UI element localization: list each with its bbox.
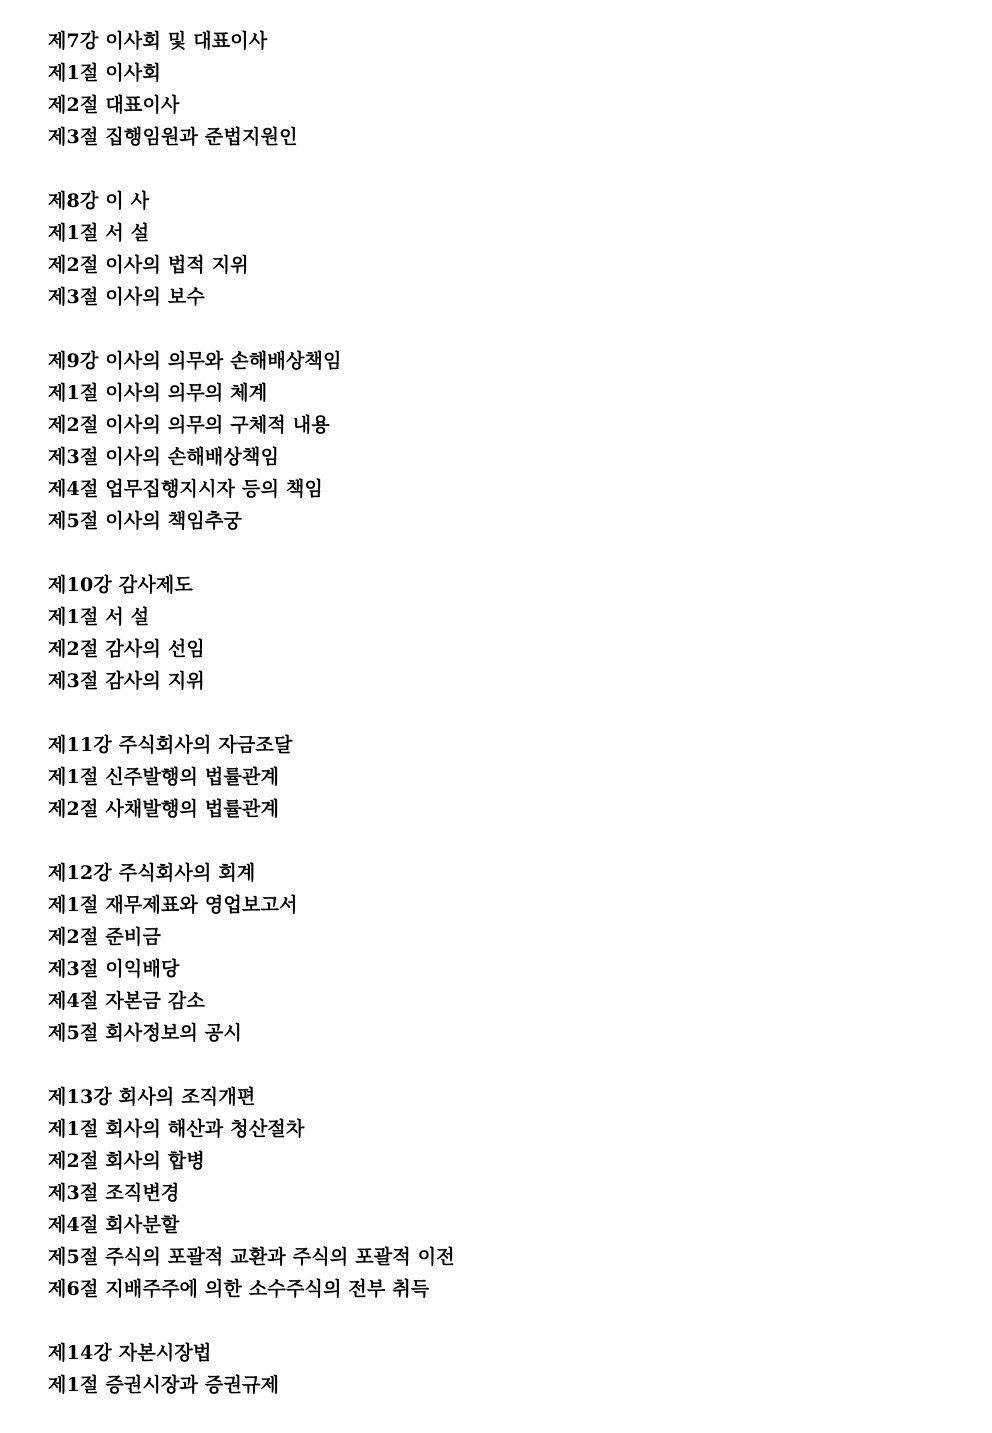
section-item: 제1절 서 설 [48,606,150,628]
section-item: 제3절 이사의 보수 [48,286,205,308]
section-item: 제2절 준비금 [48,926,162,948]
section-item: 제6절 지배주주에 의한 소수주식의 전부 취득 [48,1278,430,1300]
section-item: 제3절 조직변경 [48,1182,180,1204]
section-item: 제3절 이사의 손해배상책임 [48,446,280,468]
section-item: 제1절 회사의 해산과 청산절차 [48,1118,305,1140]
section-item: 제2절 회사의 합병 [48,1150,205,1172]
chapter-title: 제8강 이 사 [48,190,150,212]
chapter-12 [48,857,948,1049]
section-item: 제2절 감사의 선임 [48,638,205,660]
chapter-title: 제12강 주식회사의 회계 [48,862,256,884]
section-item: 제1절 재무제표와 영업보고서 [48,894,298,916]
section-item: 제1절 서 설 [48,222,150,244]
section-item: 제4절 자본금 감소 [48,990,205,1012]
chapter-title: 제9강 이사의 의무와 손해배상책임 [48,350,342,372]
chapter-10 [48,569,948,697]
section-item: 제2절 이사의 법적 지위 [48,254,249,276]
section-item: 제2절 대표이사 [48,94,180,116]
chapter-8 [48,185,948,313]
section-item: 제2절 사채발행의 법률관계 [48,798,280,820]
chapter-title: 제14강 자본시장법 [48,1342,212,1364]
section-item: 제3절 이익배당 [48,958,180,980]
table-of-contents [48,25,948,1433]
section-item: 제5절 주식의 포괄적 교환과 주식의 포괄적 이전 [48,1246,455,1268]
chapter-title: 제13강 회사의 조직개편 [48,1086,256,1108]
section-item: 제5절 이사의 책임추궁 [48,510,243,532]
chapter-title: 제7강 이사회 및 대표이사 [48,30,268,52]
section-item: 제1절 증권시장과 증권규제 [48,1374,280,1396]
chapter-title: 제11강 주식회사의 자금조달 [48,734,293,756]
section-item: 제3절 집행임원과 준법지원인 [48,126,298,148]
section-item: 제4절 회사분할 [48,1214,180,1236]
chapter-14 [48,1337,948,1401]
chapter-7 [48,25,948,153]
section-item: 제1절 이사회 [48,62,162,84]
section-item: 제4절 업무집행지시자 등의 책임 [48,478,324,500]
section-item: 제3절 감사의 지위 [48,670,205,692]
section-item: 제2절 이사의 의무의 구체적 내용 [48,414,330,436]
chapter-11 [48,729,948,825]
chapter-13 [48,1081,948,1305]
section-item: 제5절 회사정보의 공시 [48,1022,243,1044]
chapter-9 [48,345,948,537]
chapter-title: 제10강 감사제도 [48,574,193,596]
section-item: 제1절 이사의 의무의 체계 [48,382,268,404]
section-item: 제1절 신주발행의 법률관계 [48,766,280,788]
